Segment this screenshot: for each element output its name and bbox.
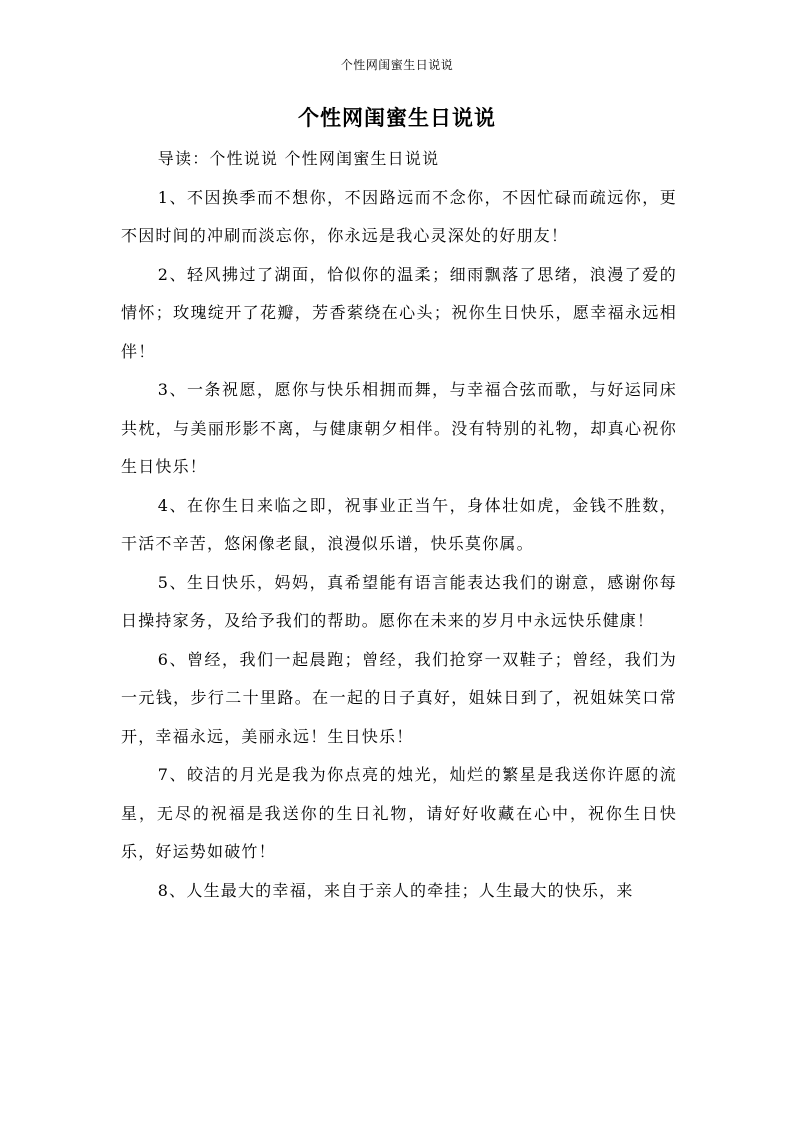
paragraph-8: 8、人生最大的幸福，来自于亲人的牵挂；人生最大的快乐，来 — [157, 880, 634, 900]
running-header: 个性网闺蜜生日说说 — [340, 58, 454, 72]
paragraph-6: 6、曾经，我们一起晨跑；曾经，我们抢穿一双鞋子；曾经，我们为一元钱，步行二十里路。在一起的日子真好，姐妹日到了，祝姐妹笑口常开，幸福永远，美丽永远！生日快乐！ — [121, 649, 677, 746]
paragraph-4: 4、在你生日来临之即，祝事业正当午，身体壮如虎，金钱不胜数，干活不辛苦，悠闲像老鼠，浪漫似乐谱，快乐莫你属。 — [121, 495, 677, 553]
paragraph-7: 7、皎洁的月光是我为你点亮的烛光，灿烂的繁星是我送你许愿的流星，无尽的祝福是我送你的生日礼物，请好好收藏在心中，祝你生日快乐，好运势如破竹！ — [121, 765, 677, 861]
paragraph-2: 2、轻风拂过了湖面，恰似你的温柔；细雨飘落了思绪，浪漫了爱的情怀；玫瑰绽开了花瓣，芳香萦绕在心头；祝你生日快乐，愿幸福永远相伴！ — [121, 264, 677, 361]
intro-paragraph: 导读：个性说说 个性网闺蜜生日说说 — [157, 149, 440, 168]
paragraph-3: 3、一条祝愿，愿你与快乐相拥而舞，与幸福合弦而歌，与好运同床共枕，与美丽形影不离，与健康朝夕相伴。没有特别的礼物，却真心祝你生日快乐！ — [121, 380, 677, 476]
paragraph-1: 1、不因换季而不想你，不因路远而不念你，不因忙碌而疏远你，更不因时间的冲刷而淡忘你，你永远是我心灵深处的好朋友！ — [121, 187, 677, 245]
document-title: 个性网闺蜜生日说说 — [298, 105, 496, 130]
paragraph-5: 5、生日快乐，妈妈，真希望能有语言能表达我们的谢意，感谢你每日操持家务，及给予我们的帮助。愿你在未来的岁月中永远快乐健康！ — [121, 572, 677, 630]
document-body — [121, 140, 677, 910]
